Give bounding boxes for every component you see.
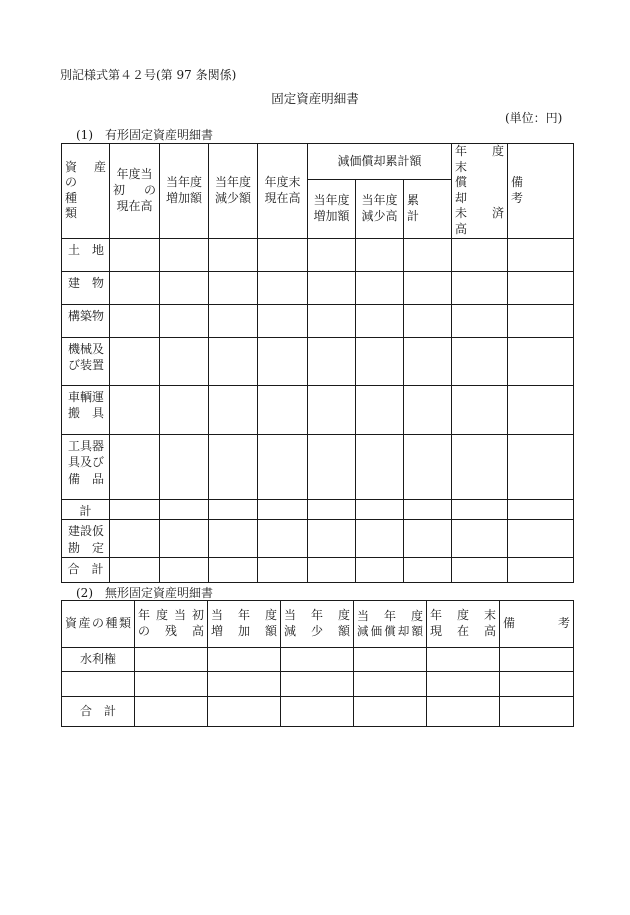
unamortized-header: [452, 144, 517, 239]
decrease-header: [209, 144, 258, 239]
value-cell[interactable]: [281, 672, 354, 697]
value-cell[interactable]: [209, 557, 258, 582]
value-cell[interactable]: [354, 648, 427, 672]
value-cell[interactable]: [356, 499, 404, 520]
value-cell[interactable]: [452, 557, 508, 582]
value-cell[interactable]: [308, 271, 356, 304]
value-cell[interactable]: [308, 238, 356, 271]
value-cell[interactable]: [404, 385, 452, 434]
value-cell[interactable]: [356, 557, 404, 582]
value-cell[interactable]: [404, 238, 452, 271]
value-cell[interactable]: [258, 520, 308, 558]
value-cell[interactable]: [308, 304, 356, 337]
intangible-ending-header: [427, 601, 500, 648]
value-cell[interactable]: [209, 499, 258, 520]
dep-total-header: 累 計: [404, 180, 452, 238]
value-cell[interactable]: [160, 238, 209, 271]
asset-type-label: 構築物: [68, 308, 105, 323]
value-cell[interactable]: [452, 520, 508, 558]
dep-decrease-header: [356, 180, 404, 238]
value-cell[interactable]: [404, 499, 452, 520]
value-cell[interactable]: [508, 337, 574, 385]
intangible-beginning-header: [135, 601, 208, 648]
value-cell[interactable]: [160, 520, 209, 558]
value-cell[interactable]: [452, 304, 508, 337]
beginning-header-line-1: 年度当: [116, 167, 153, 182]
beginning-header-line-3: 現在高: [116, 198, 153, 213]
value-cell[interactable]: [110, 271, 160, 304]
ending-header-line-2: 現在高: [264, 190, 301, 205]
value-cell[interactable]: [258, 238, 308, 271]
value-cell[interactable]: [209, 238, 258, 271]
value-cell[interactable]: [135, 697, 208, 727]
asset-type-label: 搬 具: [68, 406, 105, 421]
intangible-section-title: (2) 無形固定資産明細書: [76, 586, 213, 600]
dep-increase-header-line-2: 増加額: [313, 208, 350, 223]
value-cell[interactable]: [356, 271, 404, 304]
asset-type-header-line-1: 資 産 の: [65, 159, 119, 190]
value-cell[interactable]: [356, 385, 404, 434]
value-cell[interactable]: [208, 672, 281, 697]
value-cell[interactable]: [160, 304, 209, 337]
value-cell[interactable]: [110, 304, 160, 337]
value-cell[interactable]: [356, 434, 404, 499]
value-cell[interactable]: [209, 385, 258, 434]
value-cell[interactable]: [452, 385, 508, 434]
value-cell[interactable]: [354, 672, 427, 697]
value-cell[interactable]: [258, 385, 308, 434]
unamortized-header-line-3: 未 済 高: [455, 206, 517, 236]
value-cell[interactable]: [356, 304, 404, 337]
asset-type-label: 機械及: [68, 341, 105, 356]
value-cell[interactable]: [209, 434, 258, 499]
value-cell[interactable]: [160, 385, 209, 434]
value-cell[interactable]: [208, 648, 281, 672]
value-cell[interactable]: [258, 434, 308, 499]
value-cell[interactable]: [500, 648, 574, 672]
value-cell[interactable]: [427, 648, 500, 672]
asset-type-cell: [62, 672, 135, 697]
form-number: 別記様式第４２号(第 97 条関係): [60, 68, 237, 82]
asset-type-cell: [62, 557, 110, 582]
value-cell[interactable]: [404, 434, 452, 499]
value-cell[interactable]: [508, 557, 574, 582]
asset-type-header-line-2: 種 類: [65, 190, 114, 221]
table-row: [62, 434, 574, 499]
value-cell[interactable]: [208, 697, 281, 727]
value-cell[interactable]: [356, 337, 404, 385]
asset-type-label: 備 品: [68, 472, 105, 487]
asset-type-cell: 合 計: [62, 697, 135, 727]
intangible-decrease-line-2: 減少額: [284, 624, 350, 638]
depreciation-group-header: 減価償却累計額: [308, 144, 452, 180]
intangible-beginning-line-2: の残高: [138, 624, 204, 638]
value-cell[interactable]: [209, 520, 258, 558]
beginning-header-line-2: 初 の: [113, 182, 156, 197]
value-cell[interactable]: [110, 385, 160, 434]
value-cell[interactable]: [160, 271, 209, 304]
value-cell[interactable]: [508, 385, 574, 434]
value-cell[interactable]: [110, 337, 160, 385]
ending-balance-header: [258, 144, 308, 239]
intangible-header-row: [62, 601, 574, 648]
intangible-decrease-line-1: 当年度: [284, 608, 350, 623]
intangible-increase-line-1: 当年度: [211, 608, 277, 623]
asset-type-label: 建 物: [68, 275, 105, 290]
asset-type-label: 計: [79, 503, 92, 518]
value-cell[interactable]: [135, 672, 208, 697]
intangible-remarks-header: 備 考: [500, 601, 574, 648]
intangible-beginning-line-1: 年度当初: [138, 608, 204, 623]
tangible-assets-table: [61, 143, 574, 583]
intangible-depreciation-line-1: 当年度: [357, 608, 423, 623]
value-cell[interactable]: [209, 271, 258, 304]
unamortized-header-line-2: 償 却: [455, 175, 504, 205]
value-cell[interactable]: [500, 697, 574, 727]
table-row: [62, 385, 574, 434]
beginning-balance-header: [110, 144, 160, 239]
value-cell[interactable]: [404, 520, 452, 558]
value-cell[interactable]: [427, 697, 500, 727]
table-row: [62, 499, 574, 520]
unit-label: (単位：円): [505, 111, 563, 125]
intangible-asset-type-header: 資産の種類: [62, 601, 135, 648]
table-row: [62, 557, 574, 582]
asset-type-cell: [62, 304, 110, 337]
value-cell[interactable]: [356, 520, 404, 558]
unamortized-header-line-1: 年 度 末: [455, 144, 517, 174]
asset-type-label: 建設仮: [68, 524, 105, 539]
value-cell[interactable]: [508, 238, 574, 271]
asset-type-label: び装置: [68, 358, 105, 373]
value-cell[interactable]: [356, 238, 404, 271]
asset-type-cell: [62, 434, 110, 499]
ending-header-line-1: 年度末: [264, 175, 301, 190]
asset-type-label: 勘 定: [68, 541, 105, 556]
value-cell[interactable]: [281, 697, 354, 727]
intangible-decrease-header: [281, 601, 354, 648]
value-cell[interactable]: [281, 648, 354, 672]
value-cell[interactable]: [308, 385, 356, 434]
remarks-header: 備 考: [508, 144, 574, 239]
value-cell[interactable]: [508, 520, 574, 558]
table-row: [62, 648, 574, 672]
value-cell[interactable]: [209, 304, 258, 337]
increase-header: [160, 144, 209, 239]
increase-header-line-2: 増加額: [165, 190, 202, 205]
table-row: [62, 238, 574, 271]
intangible-assets-table: [61, 600, 574, 727]
asset-type-cell: [62, 271, 110, 304]
value-cell[interactable]: [404, 557, 452, 582]
value-cell[interactable]: [308, 557, 356, 582]
intangible-depreciation-header: [354, 601, 427, 648]
intangible-increase-line-2: 増加額: [211, 624, 277, 638]
value-cell[interactable]: [508, 271, 574, 304]
value-cell[interactable]: [160, 557, 209, 582]
asset-type-cell: [62, 337, 110, 385]
dep-decrease-header-line-1: 当年度: [361, 193, 398, 208]
value-cell[interactable]: [452, 337, 508, 385]
value-cell[interactable]: [160, 337, 209, 385]
asset-type-header: [62, 144, 119, 239]
intangible-ending-line-2: 現在高: [430, 624, 496, 638]
value-cell[interactable]: [452, 238, 508, 271]
asset-type-label: 工具器: [68, 438, 105, 453]
asset-type-label: 車輌運: [68, 389, 105, 404]
value-cell[interactable]: [452, 434, 508, 499]
increase-header-line-1: 当年度: [165, 175, 202, 190]
value-cell[interactable]: [110, 557, 160, 582]
value-cell[interactable]: [258, 271, 308, 304]
decrease-header-line-2: 減少額: [214, 190, 251, 205]
value-cell[interactable]: [404, 304, 452, 337]
intangible-ending-line-1: 年度末: [430, 608, 496, 623]
value-cell[interactable]: [160, 499, 209, 520]
value-cell[interactable]: [135, 648, 208, 672]
asset-type-cell: [62, 520, 110, 558]
header-row-1: [62, 144, 574, 180]
value-cell[interactable]: [452, 499, 508, 520]
value-cell[interactable]: [452, 271, 508, 304]
table-row: [62, 697, 574, 727]
value-cell[interactable]: [110, 238, 160, 271]
dep-increase-header-line-1: 当年度: [313, 193, 350, 208]
dep-decrease-header-line-2: 減少高: [361, 208, 398, 223]
value-cell[interactable]: [404, 271, 452, 304]
dep-increase-header: [308, 180, 356, 238]
asset-type-cell: [62, 238, 110, 271]
asset-type-cell: [62, 499, 110, 520]
value-cell[interactable]: [209, 337, 258, 385]
asset-type-cell: [62, 385, 110, 434]
value-cell[interactable]: [308, 434, 356, 499]
intangible-depreciation-line-2: 減価償却額: [357, 624, 423, 639]
value-cell[interactable]: [110, 520, 160, 558]
document-title: 固定資産明細書: [271, 91, 359, 106]
asset-type-label: 具及び: [68, 455, 105, 470]
value-cell[interactable]: [258, 557, 308, 582]
table-row: [62, 520, 574, 558]
tangible-section-title: (1) 有形固定資産明細書: [76, 128, 213, 142]
asset-type-label: 土 地: [68, 242, 105, 257]
value-cell[interactable]: [110, 499, 160, 520]
value-cell[interactable]: [508, 434, 574, 499]
asset-type-label: 合 計: [67, 561, 104, 576]
value-cell[interactable]: [427, 672, 500, 697]
value-cell[interactable]: [258, 499, 308, 520]
value-cell[interactable]: [258, 337, 308, 385]
intangible-increase-header: [208, 601, 281, 648]
value-cell[interactable]: [508, 304, 574, 337]
value-cell[interactable]: [404, 337, 452, 385]
table-row: [62, 271, 574, 304]
value-cell[interactable]: [258, 304, 308, 337]
asset-type-cell: 水利権: [62, 648, 135, 672]
value-cell[interactable]: [508, 499, 574, 520]
table-row: [62, 672, 574, 697]
value-cell[interactable]: [354, 697, 427, 727]
value-cell[interactable]: [110, 434, 160, 499]
value-cell[interactable]: [308, 520, 356, 558]
value-cell[interactable]: [308, 337, 356, 385]
decrease-header-line-1: 当年度: [214, 175, 251, 190]
value-cell[interactable]: [308, 499, 356, 520]
table-row: [62, 337, 574, 385]
table-row: [62, 304, 574, 337]
value-cell[interactable]: [160, 434, 209, 499]
value-cell[interactable]: [500, 672, 574, 697]
